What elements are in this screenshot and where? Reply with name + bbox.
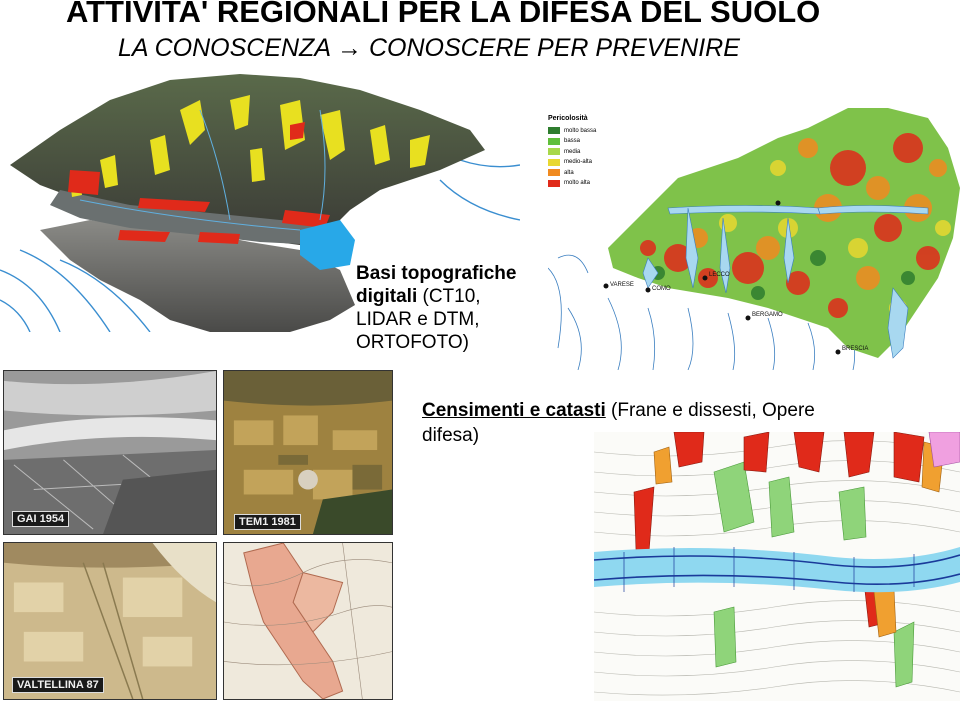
aerial-photo-valtellina-87	[3, 542, 217, 700]
city-label-varese: VARESE	[610, 282, 634, 288]
basi-line3: LIDAR e DTM,	[356, 309, 480, 330]
legend-label: alta	[564, 169, 574, 176]
basi-line2-rest: (CT10,	[417, 286, 481, 307]
legend-item	[548, 147, 620, 158]
basi-line2-bold: digitali	[356, 286, 418, 307]
cadastral-map-image	[223, 542, 393, 700]
photo-label-tem: TEM1 1981	[234, 514, 301, 530]
legend-swatch	[548, 169, 560, 176]
legend-label: bassa	[564, 138, 581, 144]
legend-swatch	[548, 127, 560, 134]
hazard-legend	[548, 114, 620, 189]
legend-swatch	[548, 148, 560, 155]
page-title: ATTIVITA' REGIONALI PER LA DIFESA DEL SUOLO	[66, 0, 821, 29]
page-subtitle: LA CONOSCENZA → CONOSCERE PER PREVENIRE	[118, 34, 740, 62]
legend-swatch	[548, 138, 560, 145]
legend-item	[548, 136, 620, 147]
aerial-photo-gai-1954	[3, 370, 217, 535]
city-label-lecco: LECCO	[709, 272, 730, 278]
city-label-brescia: BRESCIA	[842, 346, 869, 352]
legend-swatch	[548, 180, 560, 187]
legend-label: media	[564, 148, 581, 155]
legend-item	[548, 126, 620, 137]
photo-label-valtellina: VALTELLINA 87	[12, 677, 104, 693]
photo-label-gai: GAI 1954	[12, 511, 69, 527]
legend-title: Pericolosità	[548, 115, 588, 122]
legend-swatch	[548, 159, 560, 166]
legend-label: medio-alta	[564, 159, 593, 165]
legend-item	[548, 168, 620, 179]
basi-topografiche-text	[356, 262, 516, 354]
city-label-como: COMO	[652, 286, 671, 292]
censimenti-rest: (Frane e dissesti, Opere difesa)	[422, 400, 815, 446]
censimenti-bold: Censimenti e catasti	[422, 400, 606, 421]
basi-line1: Basi topografiche	[356, 263, 517, 284]
aerial-photo-tem-1981	[223, 370, 393, 535]
legend-item	[548, 178, 620, 189]
legend-item	[548, 157, 620, 168]
city-label-bergamo: BERGAMO	[752, 312, 783, 318]
landslide-inventory-map	[594, 432, 960, 701]
legend-label: molto alta	[564, 180, 591, 186]
legend-label: molto bassa	[564, 127, 597, 134]
basi-line4: ORTOFOTO)	[356, 332, 469, 353]
